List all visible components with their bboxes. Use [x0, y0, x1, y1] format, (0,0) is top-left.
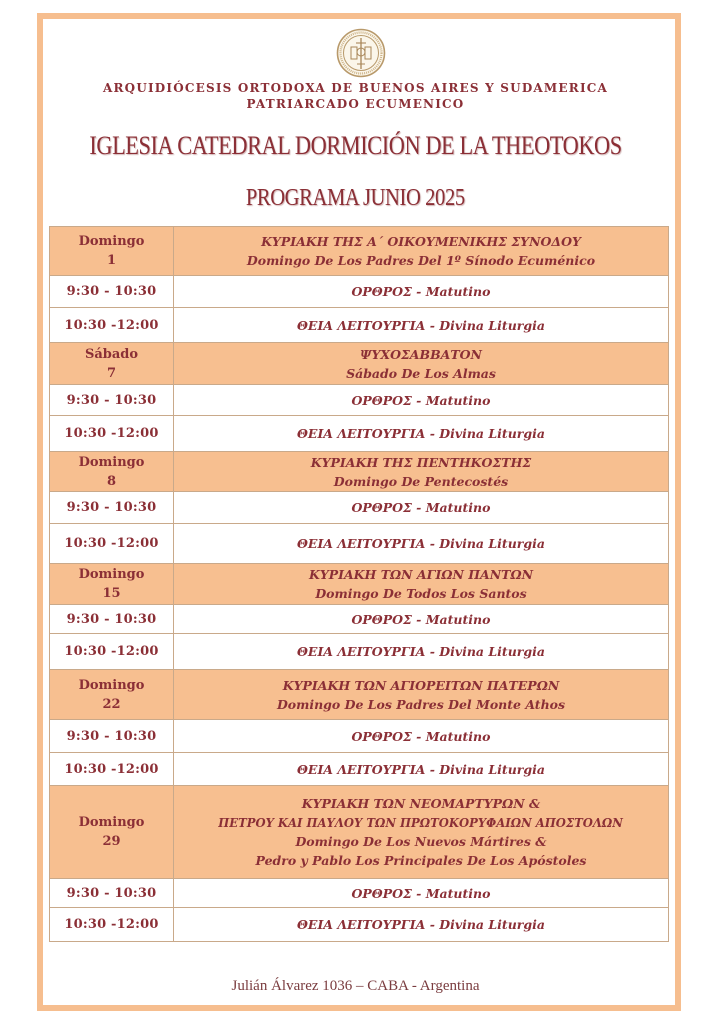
feast-cell: [174, 670, 669, 720]
service-time: 9:30 - 10:30: [50, 385, 174, 416]
service-name: ΘΕΙΑ ΛΕΙΤΟΥΡΓΙΑ - Divina Liturgia: [174, 634, 669, 670]
day-cell: [50, 564, 174, 605]
service-time: 10:30 -12:00: [50, 634, 174, 670]
service-name: ΟΡΘΡΟΣ - Matutino: [174, 605, 669, 634]
service-time: 10:30 -12:00: [50, 308, 174, 343]
service-name: ΘΕΙΑ ΛΕΙΤΟΥΡΓΙΑ - Divina Liturgia: [174, 908, 669, 942]
feast-spanish: Domingo De Los Padres Del Monte Athos: [276, 696, 566, 712]
service-time: 9:30 - 10:30: [50, 605, 174, 634]
day-name: Domingo: [78, 677, 145, 693]
day-cell: [50, 452, 174, 492]
day-date: 7: [106, 365, 117, 381]
service-row: [50, 720, 669, 753]
church-title: [0, 131, 711, 161]
day-name: Domingo: [78, 567, 145, 582]
feast-greek: ΠΕΤΡΟΥ ΚΑΙ ΠΑΥΛΟΥ ΤΩΝ ΠΡΩΤΟΚΟΡΥΦΑΙΩΝ ΑΠΟΣΤΟΛΩΝ: [218, 815, 624, 830]
day-date: 8: [106, 473, 117, 489]
service-name: ΘΕΙΑ ΛΕΙΤΟΥΡΓΙΑ - Divina Liturgia: [174, 524, 669, 564]
feast-spanish: Domingo De Pentecostés: [333, 473, 509, 489]
archdiocese-name: ARQUIDIÓCESIS ORTODOXA DE BUENOS AIRES Y SUDAMERICA: [102, 81, 609, 95]
service-row: [50, 385, 669, 416]
day-header-row: [50, 227, 669, 276]
day-cell: [50, 670, 174, 720]
service-row: [50, 634, 669, 670]
feast-cell: [174, 343, 669, 385]
service-row: [50, 492, 669, 524]
service-row: [50, 276, 669, 308]
service-row: [50, 308, 669, 343]
feast-spanish: Sábado De Los Almas: [346, 365, 496, 381]
day-cell: [50, 786, 174, 879]
service-name: ΘΕΙΑ ΛΕΙΤΟΥΡΓΙΑ - Divina Liturgia: [174, 308, 669, 343]
service-time: 9:30 - 10:30: [50, 492, 174, 524]
patriarchate-name: PATRIARCADO ECUMENICO: [246, 97, 465, 111]
day-date: 15: [102, 586, 121, 601]
service-time: 10:30 -12:00: [50, 524, 174, 564]
service-time: 9:30 - 10:30: [50, 276, 174, 308]
feast-greek: ΚΥΡΙΑΚΗ ΤΗΣ ΠΕΝΤΗΚΟΣΤΗΣ: [310, 454, 532, 470]
service-time: 9:30 - 10:30: [50, 720, 174, 753]
day-name: Domingo: [78, 815, 145, 830]
service-name: ΟΡΘΡΟΣ - Matutino: [174, 720, 669, 753]
program-title: [0, 185, 711, 212]
feast-spanish: Domingo De Los Nuevos Mártires &: [295, 834, 547, 849]
day-header-row: [50, 343, 669, 385]
day-name: Domingo: [78, 234, 145, 249]
day-name: Domingo: [78, 454, 145, 470]
service-row: [50, 879, 669, 908]
service-name: ΟΡΘΡΟΣ - Matutino: [174, 385, 669, 416]
day-cell: [50, 343, 174, 385]
church-title-text: IGLESIA CATEDRAL DORMICIÓN DE LA THEOTOKOS: [89, 131, 622, 160]
patriarchate-seal-icon: [336, 28, 386, 78]
feast-greek-line2-wrap: [174, 813, 668, 832]
service-time: 10:30 -12:00: [50, 908, 174, 942]
service-name: ΟΡΘΡΟΣ - Matutino: [174, 879, 669, 908]
service-name: ΟΡΘΡΟΣ - Matutino: [174, 492, 669, 524]
service-time: 10:30 -12:00: [50, 416, 174, 452]
day-name: Sábado: [84, 346, 139, 362]
feast-greek: ΚΥΡΙΑΚΗ ΤΩΝ ΝΕΟΜΑΡΤΥΡΩΝ &: [301, 796, 541, 811]
feast-greek: ΨΥΧΟΣΑΒΒΑΤΟΝ: [360, 346, 482, 362]
day-header-row: [50, 564, 669, 605]
feast-cell: [174, 564, 669, 605]
service-row: [50, 416, 669, 452]
feast-spanish: Domingo De Todos Los Santos: [315, 586, 527, 601]
feast-cell: [174, 227, 669, 276]
feast-spanish: Domingo De Los Padres Del 1º Sínodo Ecuménico: [246, 253, 596, 268]
day-date: 29: [102, 834, 121, 849]
service-row: [50, 908, 669, 942]
service-time: 9:30 - 10:30: [50, 879, 174, 908]
service-name: ΘΕΙΑ ΛΕΙΤΟΥΡΓΙΑ - Divina Liturgia: [174, 416, 669, 452]
service-row: [50, 524, 669, 564]
feast-greek: ΚΥΡΙΑΚΗ ΤΩΝ ΑΓΙΩΝ ΠΑΝΤΩΝ: [308, 567, 534, 582]
program-title-text: PROGRAMA JUNIO 2025: [246, 185, 465, 211]
service-time: 10:30 -12:00: [50, 753, 174, 786]
service-row: [50, 753, 669, 786]
footer-address: Julián Álvarez 1036 – CABA - Argentina: [231, 978, 480, 994]
schedule-table: [49, 226, 669, 942]
feast-spanish: Pedro y Pablo Los Principales De Los Apóstoles: [255, 853, 587, 868]
feast-greek: ΚΥΡΙΑΚΗ ΤΗΣ Α΄ ΟΙΚΟΥΜΕΝΙΚΗΣ ΣΥΝΟΔΟΥ: [261, 234, 581, 249]
day-header-row: [50, 786, 669, 879]
feast-cell: [174, 786, 669, 879]
day-date: 1: [106, 253, 117, 268]
service-name: ΟΡΘΡΟΣ - Matutino: [174, 276, 669, 308]
feast-cell: [174, 452, 669, 492]
day-header-row: [50, 452, 669, 492]
service-name: ΘΕΙΑ ΛΕΙΤΟΥΡΓΙΑ - Divina Liturgia: [174, 753, 669, 786]
day-cell: [50, 227, 174, 276]
day-date: 22: [102, 696, 121, 712]
day-header-row: [50, 670, 669, 720]
feast-greek: ΚΥΡΙΑΚΗ ΤΩΝ ΑΓΙΟΡΕΙΤΩΝ ΠΑΤΕΡΩΝ: [282, 677, 560, 693]
service-row: [50, 605, 669, 634]
